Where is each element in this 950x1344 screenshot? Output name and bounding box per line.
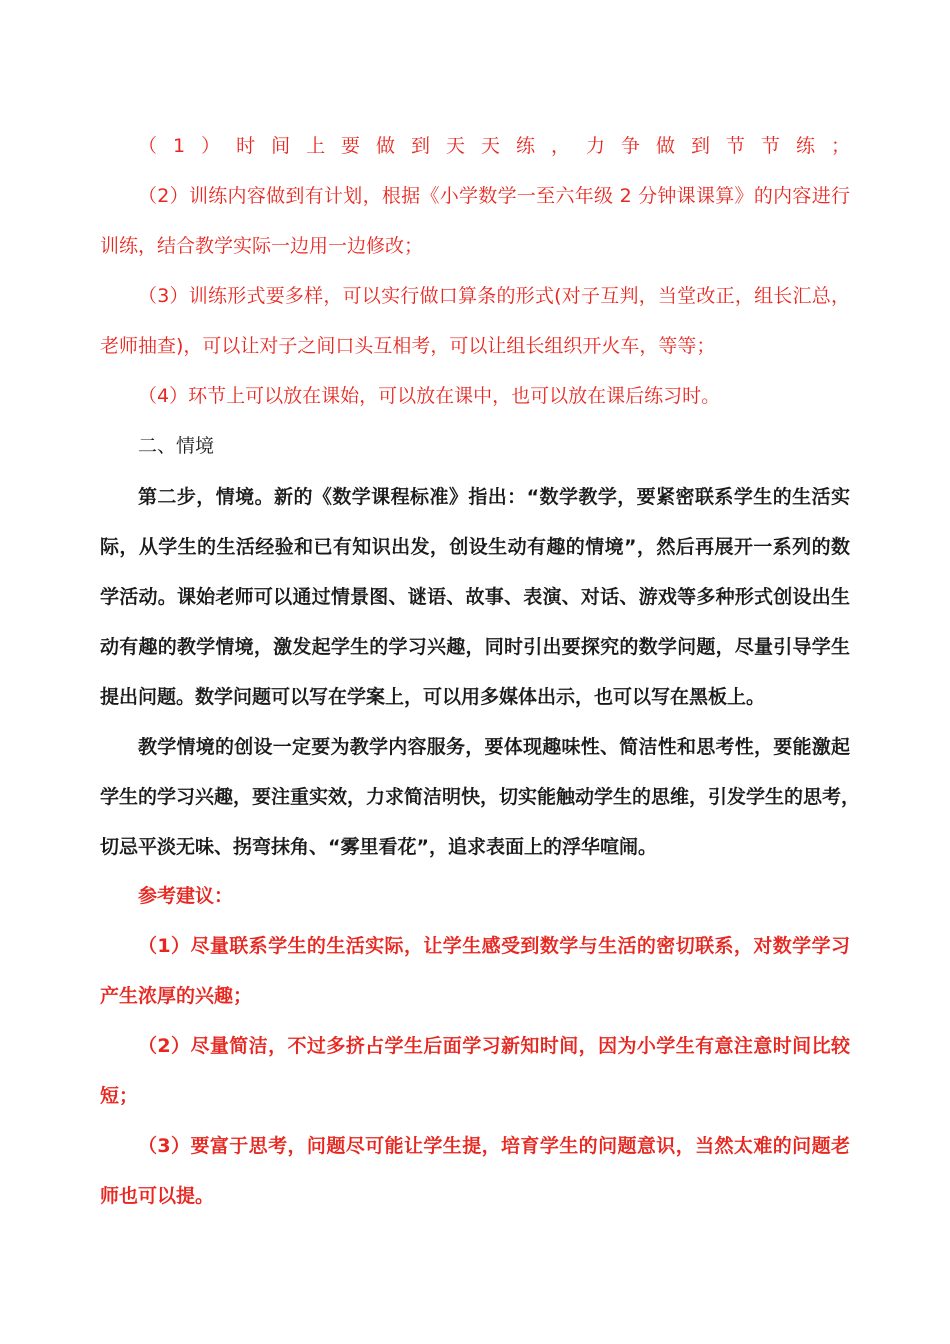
practice-item-2-line-1: （2）训练内容做到有计划，根据《小学数学一至六年级 2 分钟课课算》的内容进行 (138, 185, 850, 207)
situation-paragraph-line-4: 动有趣的教学情境，激发起学生的学习兴趣，同时引出要探究的数学问题，尽量引导学生 (100, 636, 850, 658)
situation-paragraph-line-2: 际，从学生的生活经验和已有知识出发，创设生动有趣的情境”，然后再展开一系列的数 (100, 536, 850, 558)
suggestion-1-line-2: 产生浓厚的兴趣； (100, 985, 253, 1007)
situation-paragraph-line-3: 学活动。课始老师可以通过情景图、谜语、故事、表演、对话、游戏等多种形式创设出生 (100, 586, 850, 608)
design-paragraph-line-3: 切忌平淡无味、拐弯抹角、“雾里看花”，追求表面上的浮华喧闹。 (100, 836, 657, 858)
practice-item-3-line-2: 老师抽查)，可以让对子之间口头互相考，可以让组长组织开火车，等等； (100, 335, 716, 357)
design-paragraph-line-2: 学生的学习兴趣，要注重实效，力求简洁明快，切实能触动学生的思维，引发学生的思考， (100, 786, 861, 808)
situation-paragraph-line-5: 提出问题。数学问题可以写在学案上，可以用多媒体出示，也可以写在黑板上。 (100, 686, 766, 708)
suggestion-3-line-1: （3）要富于思考，问题尽可能让学生提，培育学生的问题意识，当然太难的问题老 (138, 1135, 850, 1157)
practice-item-4: （4）环节上可以放在课始，可以放在课中，也可以放在课后练习时。 (138, 385, 721, 407)
situation-paragraph-line-1: 第二步，情境。新的《数学课程标准》指出：“数学教学，要紧密联系学生的生活实 (138, 486, 850, 508)
suggestion-2-line-2: 短； (100, 1085, 139, 1107)
practice-item-1: （1）时间上要做到天天练，力争做到节节练； (138, 135, 850, 157)
practice-item-2-line-2: 训练，结合教学实际一边用一边修改； (100, 235, 424, 257)
suggestions-heading: 参考建议： (138, 885, 234, 907)
suggestion-2-line-1: （2）尽量简洁，不过多挤占学生后面学习新知时间，因为小学生有意注意时间比较 (138, 1035, 850, 1057)
design-paragraph-line-1: 教学情境的创设一定要为教学内容服务，要体现趣味性、简洁性和思考性，要能激起 (138, 736, 850, 758)
suggestion-1-line-1: （1）尽量联系学生的生活实际，让学生感受到数学与生活的密切联系，对数学学习 (138, 935, 850, 957)
suggestion-3-line-2: 师也可以提。 (100, 1185, 215, 1207)
practice-item-3-line-1: （3）训练形式要多样，可以实行做口算条的形式(对子互判，当堂改正，组长汇总， (138, 285, 850, 307)
section-heading-situation: 二、情境 (138, 435, 215, 457)
